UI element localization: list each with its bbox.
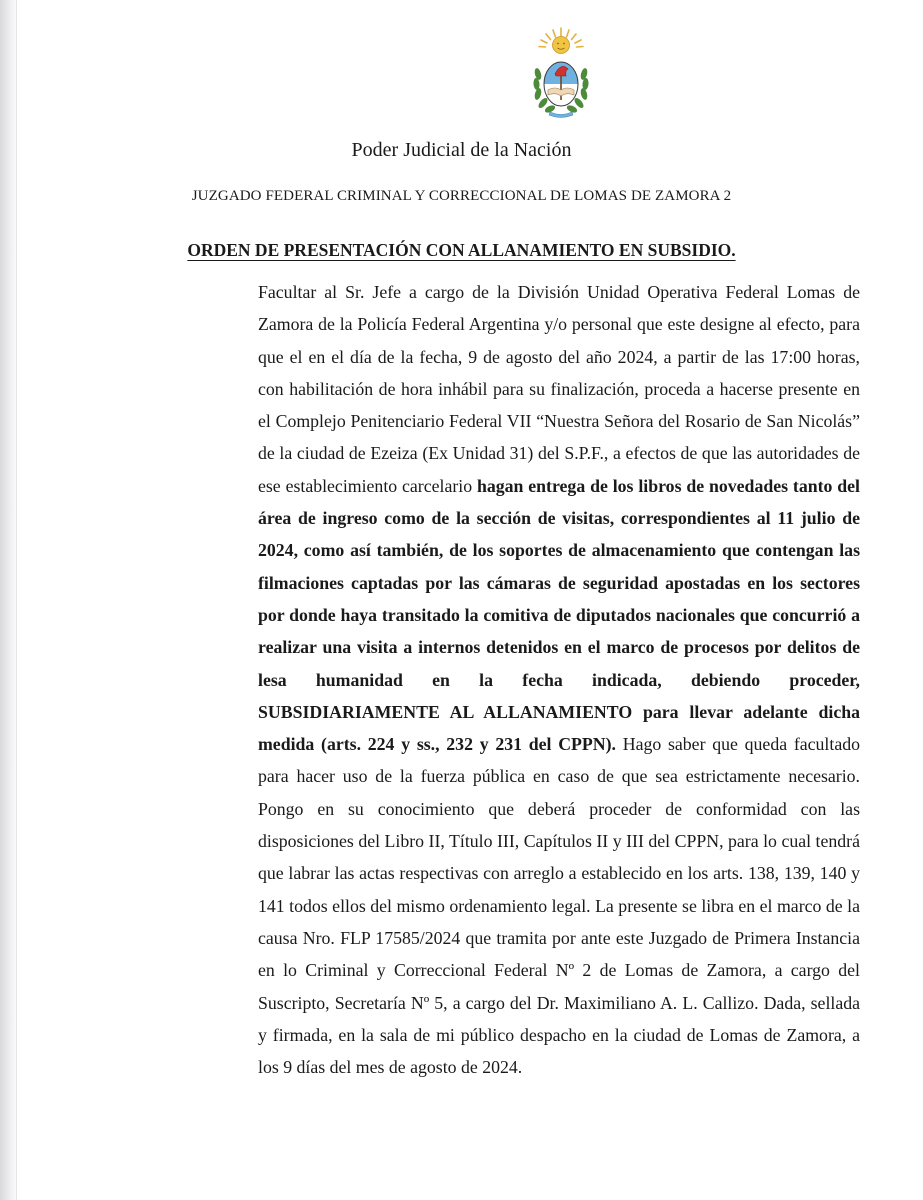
institution-name: Poder Judicial de la Nación bbox=[351, 139, 572, 161]
body-text-bold: hagan entrega de los libros de novedades tanto del área de ingreso como de la sección de visitas, correspondientes al 11 julio de 2024, como así también, de los soportes de almacenamiento que contengan las filmaciones captadas por las cámaras de seguridad apostadas en los sectores por donde haya transitado la comitiva de diputados nacionales que concurrió a realizar una visita a internos detenidos en el marco de procesos por delitos de lesa humanidad en la fecha indicada, debiendo proceder, SUBSIDIARIAMENTE AL ALLANAMIENTO para llevar adelante dicha medida (arts. 224 y ss., 232 y 231 del CPPN). bbox=[258, 475, 860, 755]
court-name: JUZGADO FEDERAL CRIMINAL Y CORRECCIONAL DE LOMAS DE ZAMORA 2 bbox=[191, 188, 732, 204]
order-title bbox=[0, 240, 923, 261]
body-text-closing: Hago saber que queda facultado para hacer uso de la fuerza pública en caso de que sea estrictamente necesario. Pongo en su conocimiento que deberá proceder de conformidad con las disposiciones del Libro II, Título III, Capítulos II y III del CPPN, para lo cual tendrá que labrar las actas respectivas con arreglo a establecido en los arts. 138, 139, 140 y 141 todos ellos del mismo ordenamiento legal. La presente se libra en el marco de la causa Nro. FLP 17585/2024 que tramita por ante este Juzgado de Primera Instancia en lo Criminal y Correccional Federal Nº 2 de Lomas de Zamora, a cargo del Suscripto, Secretaría Nº 5, a cargo del Dr. Maximiliano A. L. Callizo. Dada, sellada y firmada, en la sala de mi público despacho en la ciudad de Lomas de Zamora, a los 9 días del mes de agosto de 2024. bbox=[258, 734, 860, 1078]
page-edge-shadow bbox=[0, 0, 16, 1200]
order-title-text: ORDEN DE PRESENTACIÓN CON ALLANAMIENTO EN SUBSIDIO. bbox=[187, 240, 736, 260]
page-edge-line bbox=[16, 0, 17, 1200]
argentina-coat-of-arms-icon bbox=[526, 26, 596, 120]
order-body bbox=[258, 276, 860, 1083]
body-text-intro: Facultar al Sr. Jefe a cargo de la División Unidad Operativa Federal Lomas de Zamora de la Policía Federal Argentina y/o personal que este designe al efecto, para que el en el día de la fecha, 9 de agosto del año 2024, a partir de las 17:00 horas, con habilitación de hora inhábil para su finalización, proceda a hacerse presente en el Complejo Penitenciario Federal VII “Nuestra Señora del Rosario de San Nicolás” de la ciudad de Ezeiza (Ex Unidad 31) del S.P.F., a efectos de que las autoridades de ese establecimiento carcelario bbox=[258, 282, 860, 496]
